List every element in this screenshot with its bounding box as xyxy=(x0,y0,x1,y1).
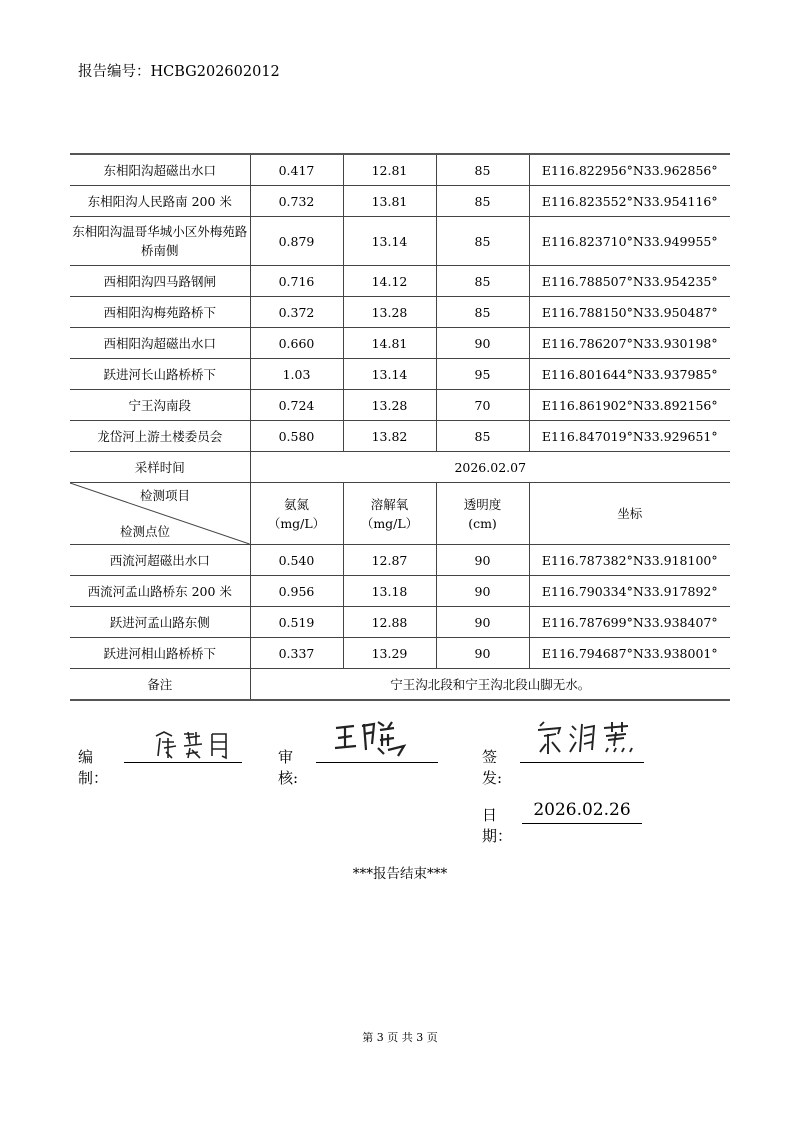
table-section-2 xyxy=(70,545,730,669)
header-transparency-label: 透明度 xyxy=(463,496,502,512)
oxygen-cell: 13.81 xyxy=(343,186,436,217)
ammonia-cell: 0.732 xyxy=(250,186,343,217)
table-row xyxy=(70,328,730,359)
site-cell: 西流河孟山路桥东 200 米 xyxy=(70,576,250,607)
coords-cell: E116.787382°N33.918100° xyxy=(529,545,730,576)
remark-value: 宁王沟北段和宁王沟北段山脚无水。 xyxy=(250,669,730,701)
coords-cell: E116.786207°N33.930198° xyxy=(529,328,730,359)
table-row xyxy=(70,154,730,186)
site-cell: 跃进河长山路桥桥下 xyxy=(70,359,250,390)
ammonia-cell: 0.337 xyxy=(250,638,343,669)
transparency-cell: 85 xyxy=(436,217,529,266)
transparency-cell: 85 xyxy=(436,421,529,452)
page-footer: 第 3 页 共 3 页 xyxy=(362,1031,438,1044)
table-row xyxy=(70,390,730,421)
transparency-cell: 95 xyxy=(436,359,529,390)
header-ammonia-unit: （mg/L） xyxy=(267,515,326,531)
ammonia-cell: 1.03 xyxy=(250,359,343,390)
site-cell: 西流河超磁出水口 xyxy=(70,545,250,576)
header-test-site: 检测点位 xyxy=(120,524,171,539)
review-handwritten-signature xyxy=(332,716,412,760)
sampling-time-row xyxy=(70,452,730,483)
ammonia-cell: 0.372 xyxy=(250,297,343,328)
transparency-cell: 85 xyxy=(436,266,529,297)
table-row xyxy=(70,638,730,669)
coords-cell: E116.801644°N33.937985° xyxy=(529,359,730,390)
table-section-1 xyxy=(70,154,730,452)
site-cell: 宁王沟南段 xyxy=(70,390,250,421)
ammonia-cell: 0.660 xyxy=(250,328,343,359)
transparency-cell: 90 xyxy=(436,328,529,359)
site-cell: 西相阳沟四马路钢闸 xyxy=(70,266,250,297)
transparency-cell: 85 xyxy=(436,297,529,328)
table-row xyxy=(70,421,730,452)
review-sign-line xyxy=(316,762,438,763)
table-row xyxy=(70,607,730,638)
site-cell: 龙岱河上游土楼委员会 xyxy=(70,421,250,452)
table-row xyxy=(70,297,730,328)
coords-cell: E116.788150°N33.950487° xyxy=(529,297,730,328)
header-oxygen-unit: （mg/L） xyxy=(360,515,419,531)
oxygen-cell: 12.81 xyxy=(343,154,436,186)
diagonal-header-cell xyxy=(70,483,250,545)
ammonia-cell: 0.540 xyxy=(250,545,343,576)
transparency-cell: 90 xyxy=(436,576,529,607)
coords-cell: E116.790334°N33.917892° xyxy=(529,576,730,607)
transparency-cell: 90 xyxy=(436,607,529,638)
table-row xyxy=(70,266,730,297)
transparency-cell: 70 xyxy=(436,390,529,421)
oxygen-cell: 14.81 xyxy=(343,328,436,359)
site-cell: 东相阳沟温哥华城小区外梅苑路桥南侧 xyxy=(70,217,250,266)
issue-sign-line xyxy=(520,762,644,763)
oxygen-cell: 13.18 xyxy=(343,576,436,607)
ammonia-cell: 0.417 xyxy=(250,154,343,186)
table-row xyxy=(70,576,730,607)
oxygen-cell: 14.12 xyxy=(343,266,436,297)
header-transparency-unit: (cm) xyxy=(468,515,497,531)
oxygen-cell: 13.82 xyxy=(343,421,436,452)
date-label: 日期： xyxy=(482,806,513,845)
issue-label: 签发: xyxy=(482,748,503,787)
coords-cell: E116.823710°N33.949955° xyxy=(529,217,730,266)
site-cell: 东相阳沟超磁出水口 xyxy=(70,154,250,186)
oxygen-cell: 12.88 xyxy=(343,607,436,638)
header-ammonia xyxy=(250,483,343,545)
header-oxygen xyxy=(343,483,436,545)
sampling-time-label: 采样时间 xyxy=(70,452,250,483)
ammonia-cell: 0.879 xyxy=(250,217,343,266)
issue-handwritten-signature xyxy=(534,718,644,760)
remark-label: 备注 xyxy=(70,669,250,701)
site-cell: 西相阳沟超磁出水口 xyxy=(70,328,250,359)
site-cell: 跃进河孟山路东侧 xyxy=(70,607,250,638)
oxygen-cell: 13.28 xyxy=(343,390,436,421)
compile-handwritten-signature xyxy=(150,728,240,762)
monitoring-table xyxy=(70,153,730,701)
oxygen-cell: 13.14 xyxy=(343,359,436,390)
column-header-row xyxy=(70,483,730,545)
ammonia-cell: 0.956 xyxy=(250,576,343,607)
transparency-cell: 85 xyxy=(436,186,529,217)
coords-cell: E116.847019°N33.929651° xyxy=(529,421,730,452)
ammonia-cell: 0.716 xyxy=(250,266,343,297)
sampling-time-value: 2026.02.07 xyxy=(250,452,730,483)
transparency-cell: 90 xyxy=(436,545,529,576)
report-end-marker: ***报告结束*** xyxy=(352,866,448,882)
site-cell: 跃进河相山路桥桥下 xyxy=(70,638,250,669)
compile-sign-line xyxy=(124,762,242,763)
header-test-item: 检测项目 xyxy=(140,488,191,503)
review-label: 审核: xyxy=(278,748,299,787)
oxygen-cell: 13.28 xyxy=(343,297,436,328)
header-transparency xyxy=(436,483,529,545)
compile-label: 编制： xyxy=(78,748,109,787)
header-ammonia-label: 氨氮 xyxy=(283,496,309,512)
coords-cell: E116.788507°N33.954235° xyxy=(529,266,730,297)
oxygen-cell: 12.87 xyxy=(343,545,436,576)
ammonia-cell: 0.519 xyxy=(250,607,343,638)
site-cell: 东相阳沟人民路南 200 米 xyxy=(70,186,250,217)
report-number: 报告编号：HCBG202602012 xyxy=(78,64,280,80)
coords-cell: E116.861902°N33.892156° xyxy=(529,390,730,421)
oxygen-cell: 13.29 xyxy=(343,638,436,669)
coords-cell: E116.787699°N33.938407° xyxy=(529,607,730,638)
header-coords: 坐标 xyxy=(529,483,730,545)
table-row xyxy=(70,217,730,266)
coords-cell: E116.823552°N33.954116° xyxy=(529,186,730,217)
ammonia-cell: 0.724 xyxy=(250,390,343,421)
remark-row xyxy=(70,669,730,701)
table-row xyxy=(70,186,730,217)
header-oxygen-label: 溶解氧 xyxy=(370,496,409,512)
signature-row xyxy=(0,734,800,787)
oxygen-cell: 13.14 xyxy=(343,217,436,266)
table-row xyxy=(70,359,730,390)
table-row xyxy=(70,545,730,576)
transparency-cell: 85 xyxy=(436,154,529,186)
date-value: 2026.02.26 xyxy=(522,798,642,824)
coords-cell: E116.794687°N33.938001° xyxy=(529,638,730,669)
ammonia-cell: 0.580 xyxy=(250,421,343,452)
site-cell: 西相阳沟梅苑路桥下 xyxy=(70,297,250,328)
coords-cell: E116.822956°N33.962856° xyxy=(529,154,730,186)
transparency-cell: 90 xyxy=(436,638,529,669)
